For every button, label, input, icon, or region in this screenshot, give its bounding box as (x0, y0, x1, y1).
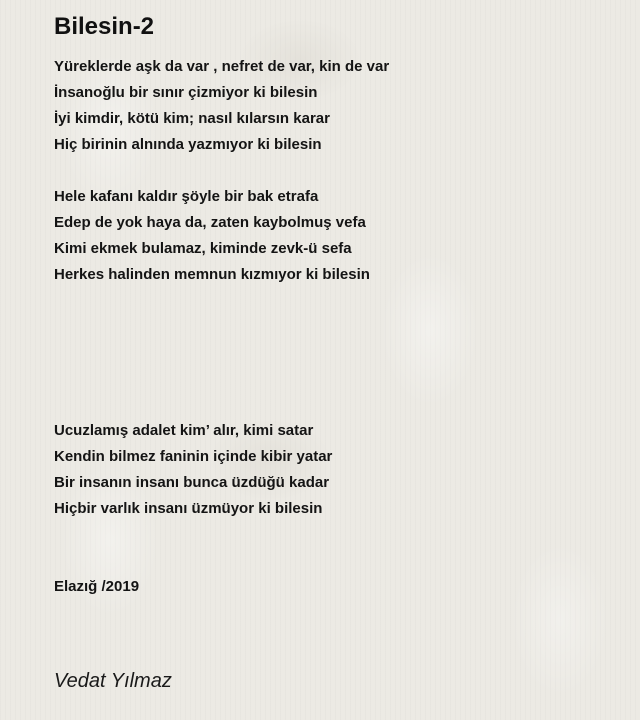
stanza-2 (54, 184, 624, 288)
poem-line: Bir insanın insanı bunca üzdüğü kadar (54, 474, 330, 491)
poem-line: Hele kafanı kaldır şöyle bir bak etrafa (54, 188, 319, 205)
poem-page (54, 12, 624, 694)
poem-line: İnsanoğlu bir sınır çizmiyor ki bilesin (54, 84, 318, 101)
poem-line: Kimi ekmek bulamaz, kiminde zevk-ü sefa (54, 240, 352, 257)
poem-line: Herkes halinden memnun kızmıyor ki bilesin (54, 266, 370, 283)
stanza-3 (54, 418, 624, 522)
poem-line: Hiç birinin alnında yazmıyor ki bilesin (54, 136, 322, 153)
poem-title: Bilesin-2 (54, 13, 155, 40)
poet-name: Vedat Yılmaz (54, 670, 172, 692)
poem-line: Ucuzlamış adalet kim’ alır, kimi satar (54, 422, 314, 439)
stanza-1 (54, 54, 624, 158)
poem-line: Kendin bilmez faninin içinde kibir yatar (54, 448, 333, 465)
poem-line: İyi kimdir, kötü kim; nasıl kılarsın karar (54, 110, 330, 127)
poem-line: Yüreklerde aşk da var , nefret de var, kin de var (54, 58, 390, 75)
place-date: Elazığ /2019 (54, 578, 140, 595)
poem-line: Edep de yok haya da, zaten kaybolmuş vefa (54, 214, 366, 231)
poem-line: Hiçbir varlık insanı üzmüyor ki bilesin (54, 500, 323, 517)
